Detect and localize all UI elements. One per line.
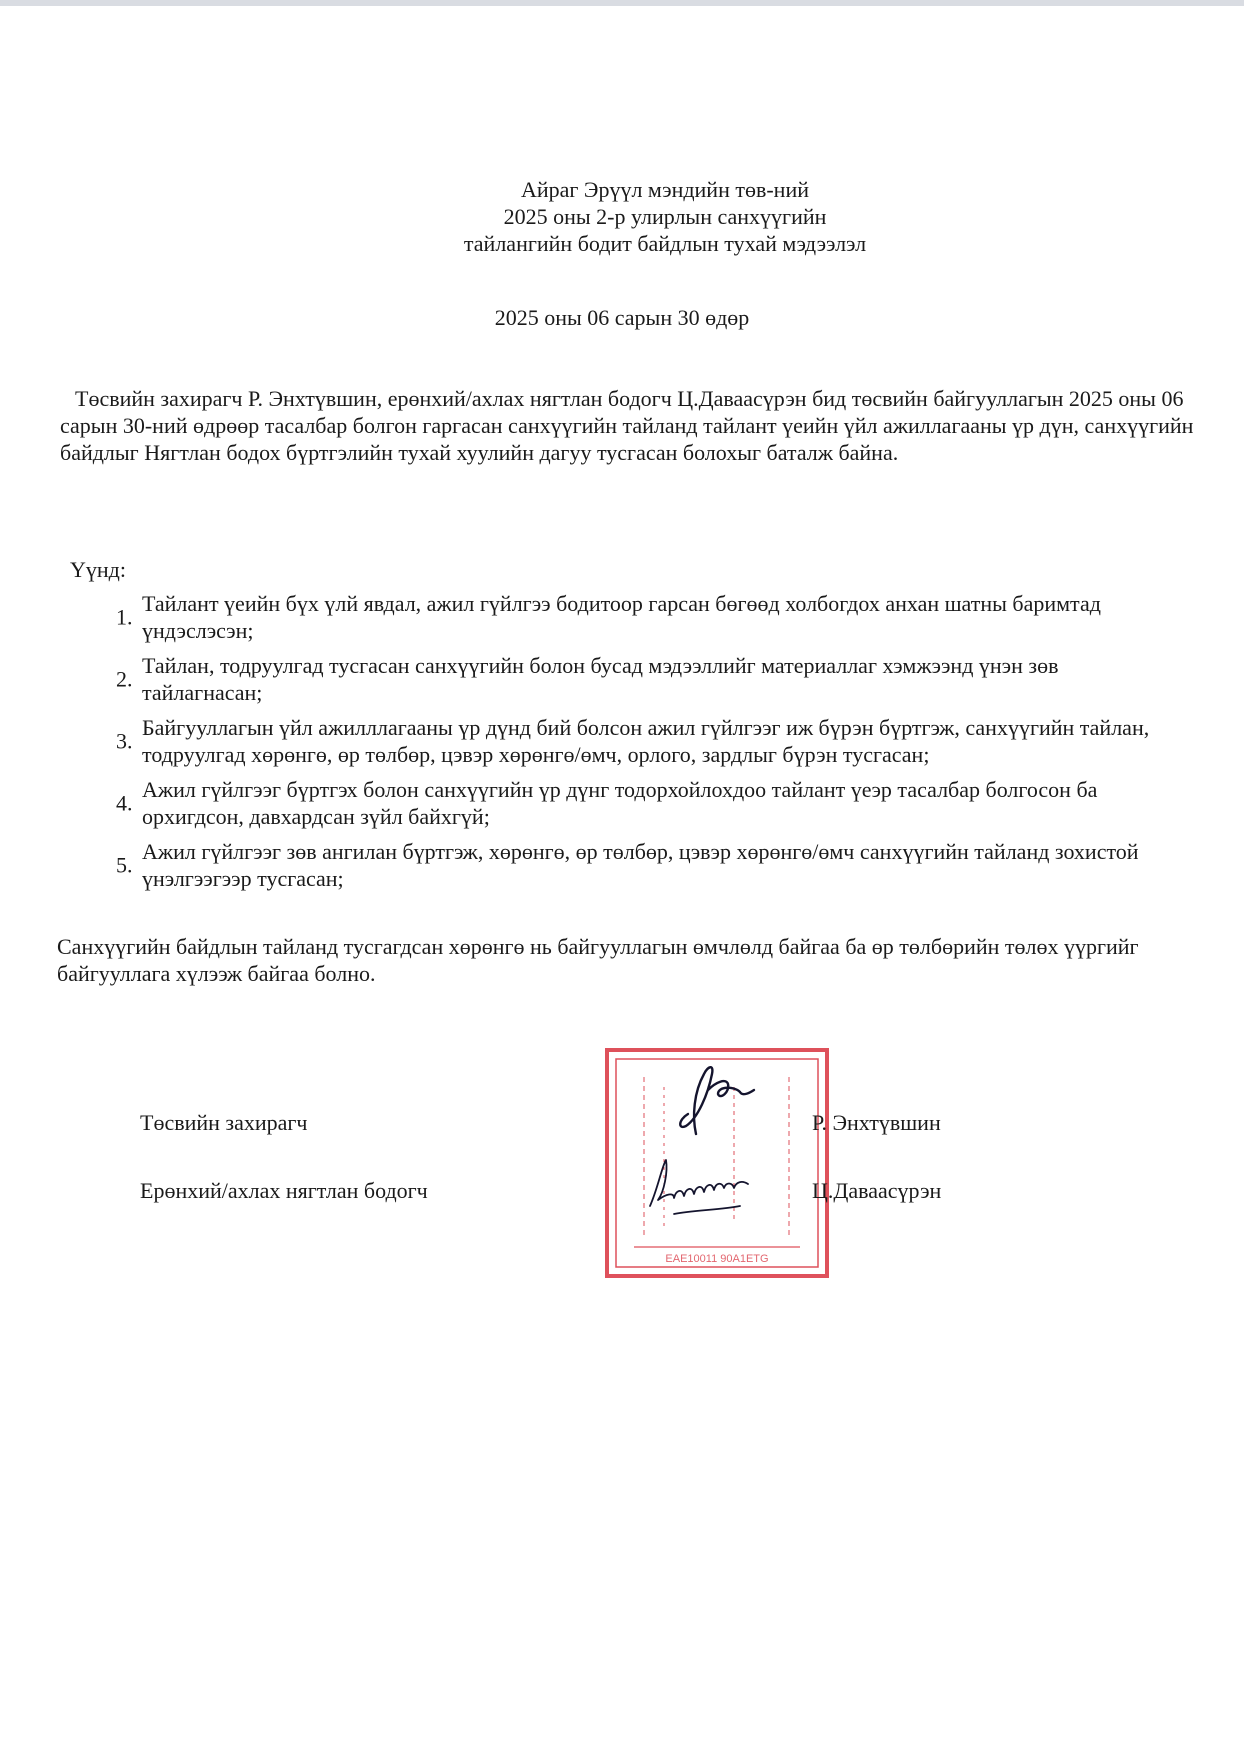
title-line-2: 2025 оны 2-р улирлын санхүүгийн <box>503 204 827 229</box>
accountant-title: Ерөнхий/ахлах нягтлан бодогч <box>140 1178 428 1203</box>
list-item <box>110 714 1170 768</box>
item-number: 5. <box>116 852 133 878</box>
accountant-signature <box>644 1154 752 1224</box>
intro-paragraph: Төсвийн захирагч Р. Энхтүвшин, ерөнхий/ахлах нягтлан бодогч Ц.Даваасүрэн бид төсвийн байгууллагын 2025 оны 06 сарын 30-ний өдрөөр тасалбар болгон гаргасан санхүүгийн тайланд тайлант үеийн үйл ажиллагааны үр дүн, санхүүгийн байдлыг Нягтлан бодох бүртгэлийн тухай хуулийн дагуу тусгасан болохыг баталж байна. <box>60 386 1194 465</box>
document-title <box>0 176 1244 257</box>
manager-title: Төсвийн захирагч <box>140 1110 308 1135</box>
accountant-name: Ц.Даваасүрэн <box>812 1178 942 1203</box>
item-number: 1. <box>116 604 133 630</box>
manager-name: Р. Энхтүвшин <box>812 1110 941 1135</box>
list-item <box>110 838 1170 892</box>
item-number: 4. <box>116 790 133 816</box>
list-item <box>110 652 1170 706</box>
title-line-3: тайлангийн бодит байдлын тухай мэдээлэл <box>463 231 867 256</box>
list-item <box>110 776 1170 830</box>
item-text: Тайлан, тодруулгад тусгасан санхүүгийн болон бусад мэдээллийг материаллаг хэмжээнд үнэн зөв тайлагнасан; <box>142 653 1059 705</box>
manager-signature <box>668 1060 760 1138</box>
list-item <box>110 590 1170 644</box>
item-number: 2. <box>116 666 133 692</box>
document-date: 2025 оны 06 сарын 30 өдөр <box>494 305 750 330</box>
item-text: Байгууллагын үйл ажилллагааны үр дүнд бий болсон ажил гүйлгээг иж бүрэн бүртгэж, санхүүгийн тайлан, тодруулгад хөрөнгө, өр төлбөр, цэвэр хөрөнгө/өмч, орлого, зардлыг бүрэн тусгасан; <box>142 715 1150 767</box>
stamp-text: EAE10011 90A1ETG <box>665 1253 769 1265</box>
statement-list <box>110 590 1170 900</box>
basis-label: Үүнд: <box>70 557 126 582</box>
item-number: 3. <box>116 728 133 754</box>
title-line-1: Айраг Эрүүл мэндийн төв-ний <box>520 177 810 202</box>
item-text: Тайлант үеийн бүх үлй явдал, ажил гүйлгээ бодитоор гарсан бөгөөд холбогдох анхан шатны баримтад үндэслэсэн; <box>142 591 1101 643</box>
item-text: Ажил гүйлгээг зөв ангилан бүртгэж, хөрөнгө, өр төлбөр, цэвэр хөрөнгө/өмч санхүүгийн тайланд зохистой үнэлгээгээр тусгасан; <box>142 839 1139 891</box>
item-text: Ажил гүйлгээг бүртгэх болон санхүүгийн үр дүнг тодорхойлохдоо тайлант үеэр тасалбар болгосон ба орхигдсон, давхардсан зүйл байхгүй; <box>142 777 1098 829</box>
conclusion-paragraph: Санхүүгийн байдлын тайланд тусгагдсан хөрөнгө нь байгууллагын өмчлөлд байгаа ба өр төлбөрийн төлөх үүргийг байгууллага хүлээж байгаа болно. <box>57 934 1139 986</box>
